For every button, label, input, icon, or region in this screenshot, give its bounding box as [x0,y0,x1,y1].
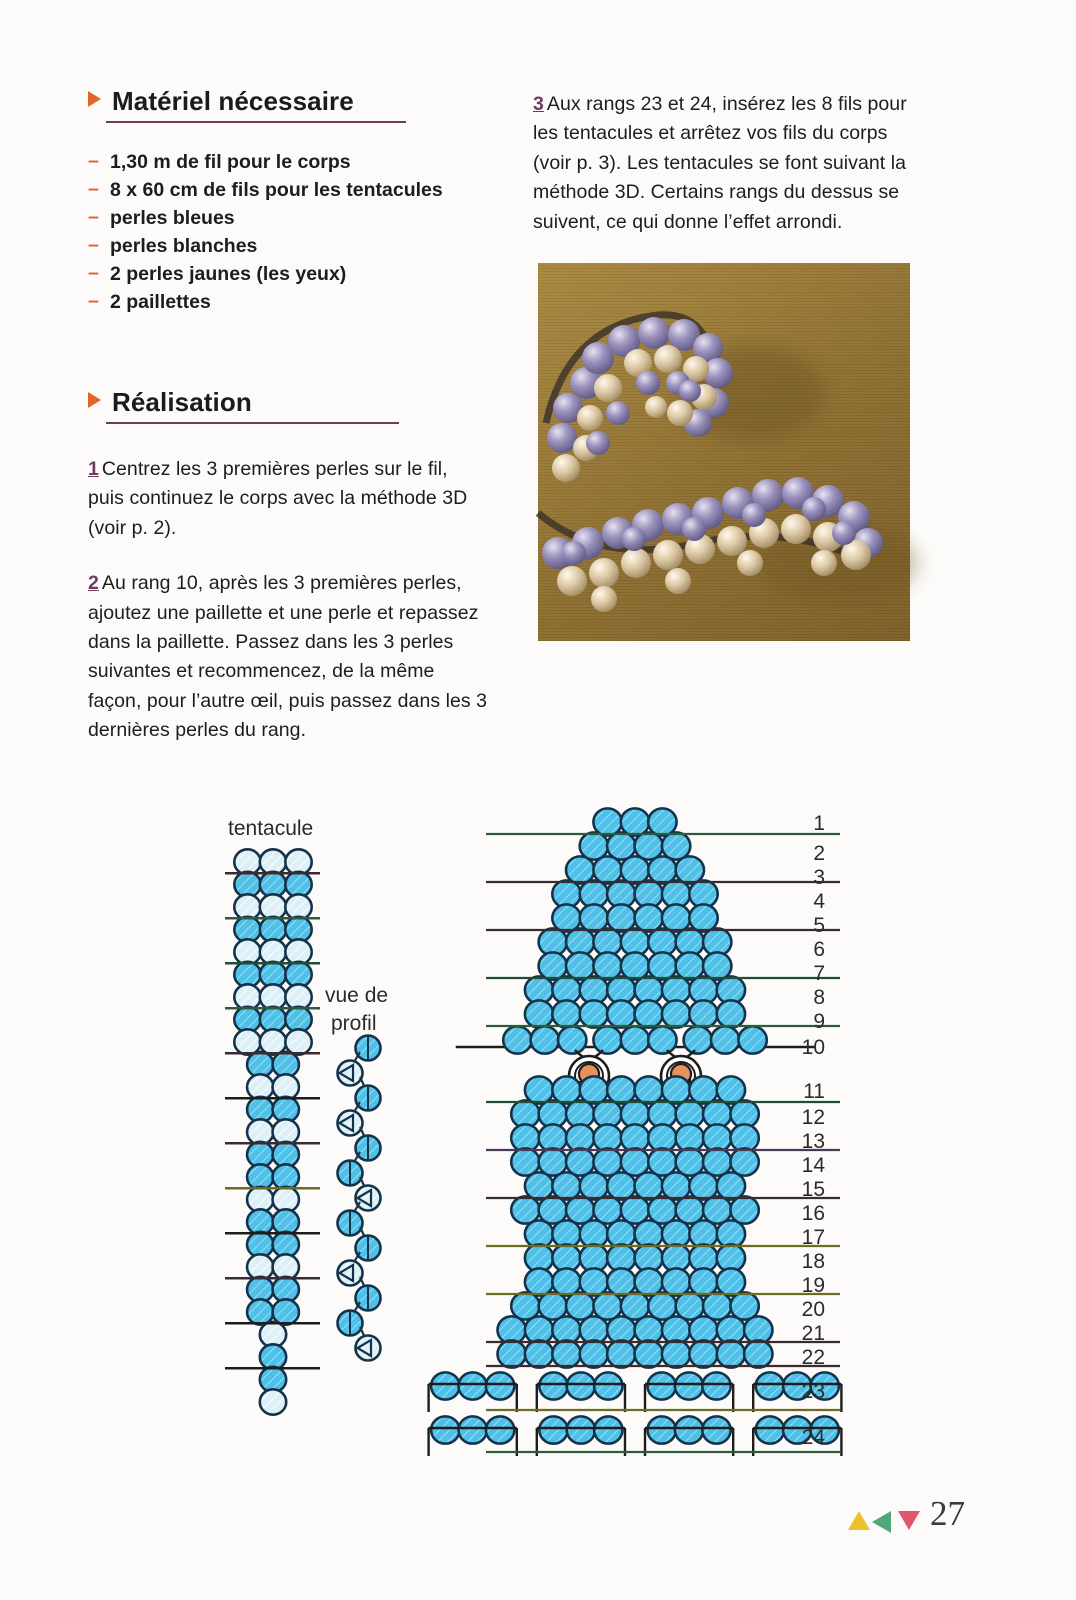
row-number: 7 [813,962,825,985]
row-number: 22 [801,1346,825,1369]
row-number: 1 [813,812,825,835]
profil-chart [338,1036,381,1361]
list-item [88,232,488,260]
photo-artwork [538,263,910,641]
material-label: 2 paillettes [110,291,211,313]
row-number: 12 [801,1106,825,1129]
dash-icon: – [88,206,99,228]
step-3-paragraph [533,90,913,237]
step-text: Aux rangs 23 et 24, insérez les 8 fils pour les tentacules et arrêtez vos fils du corps (voir p. 3). Les tentacules se font suivant la méthode 3D. Certains rangs du dessus se suivent, ce qui donne l’effet arrondi. [533,93,907,233]
row-number: 3 [813,866,825,889]
triangle-left-green-icon [872,1511,891,1533]
list-item [88,176,488,204]
row-number: 2 [813,842,825,865]
row-number: 18 [801,1250,825,1273]
vue-de-label: vue de [325,984,389,1007]
row-number: 14 [801,1154,825,1177]
triangle-right-icon [88,392,101,408]
step-text: Au rang 10, après les 3 premières perles, ajoutez une paillette et une perle et repassez dans la paillette. Passez dans les 3 perles suivantes et recommencez, de la même façon, pour l’autre œil, puis passez dans les 3 dernières perles du rang. [88,572,488,742]
row-number: 6 [813,938,825,961]
triangle-down-red-icon [898,1511,920,1530]
step-number: 2 [88,572,99,595]
material-label: perles blanches [110,235,258,257]
left-text-column [88,86,488,768]
step-1-paragraph [88,455,488,543]
body-chart [429,808,842,1456]
row-number: 5 [813,914,825,937]
list-item [88,288,488,316]
row-number: 21 [801,1322,825,1345]
heading-underline [106,422,399,424]
row-number-column [802,812,826,1449]
material-label: 2 perles jaunes (les yeux) [110,263,347,285]
dash-icon: – [88,178,99,200]
materials-heading [88,86,488,126]
row-number: 10 [801,1036,825,1059]
list-item [88,148,488,176]
step-number: 1 [88,458,99,480]
triangle-up-yellow-icon [848,1511,870,1530]
list-item [88,260,488,288]
realisation-heading [88,387,488,427]
step-number: 3 [533,93,544,115]
row-number: 16 [801,1202,825,1225]
material-label: 1,30 m de fil pour le corps [110,151,351,173]
list-item [88,204,488,232]
step-text: Centrez les 3 premières perles sur le fil, puis continuez le corps avec la méthode 3D (voir p. 2). [88,458,468,539]
page-number: 27 [930,1494,965,1533]
material-label: 8 x 60 cm de fils pour les tentacules [110,179,443,201]
row-number: 9 [813,1010,825,1033]
tentacule-chart [225,849,320,1414]
row-number: 13 [801,1130,825,1153]
dash-icon: – [88,234,99,256]
row-number: 24 [801,1426,825,1449]
row-number: 8 [813,986,825,1009]
dash-icon: – [88,262,99,284]
material-label: perles bleues [110,207,235,229]
diagram-svg [0,790,1076,1449]
row-number: 4 [813,890,825,913]
bead-pattern-diagram [0,790,1076,1449]
row-number: 11 [803,1080,825,1103]
materials-heading-label: Matériel nécessaire [112,86,354,116]
dash-icon: – [88,150,99,172]
row-number: 15 [801,1178,825,1201]
tentacule-label: tentacule [228,817,314,840]
heading-underline [106,121,406,123]
dash-icon: – [88,290,99,312]
row-number: 17 [801,1226,825,1249]
footer-markers [840,1495,1000,1545]
right-text-column [533,90,913,259]
step-2-paragraph [88,569,488,745]
materials-list [88,148,488,316]
row-number: 20 [801,1298,825,1321]
profil-label: profil [331,1012,377,1035]
row-number: 23 [801,1380,825,1403]
realisation-heading-label: Réalisation [112,387,252,417]
row-number: 19 [801,1274,825,1297]
triangle-right-icon [88,91,101,107]
beaded-jellyfish-photo [538,263,910,641]
